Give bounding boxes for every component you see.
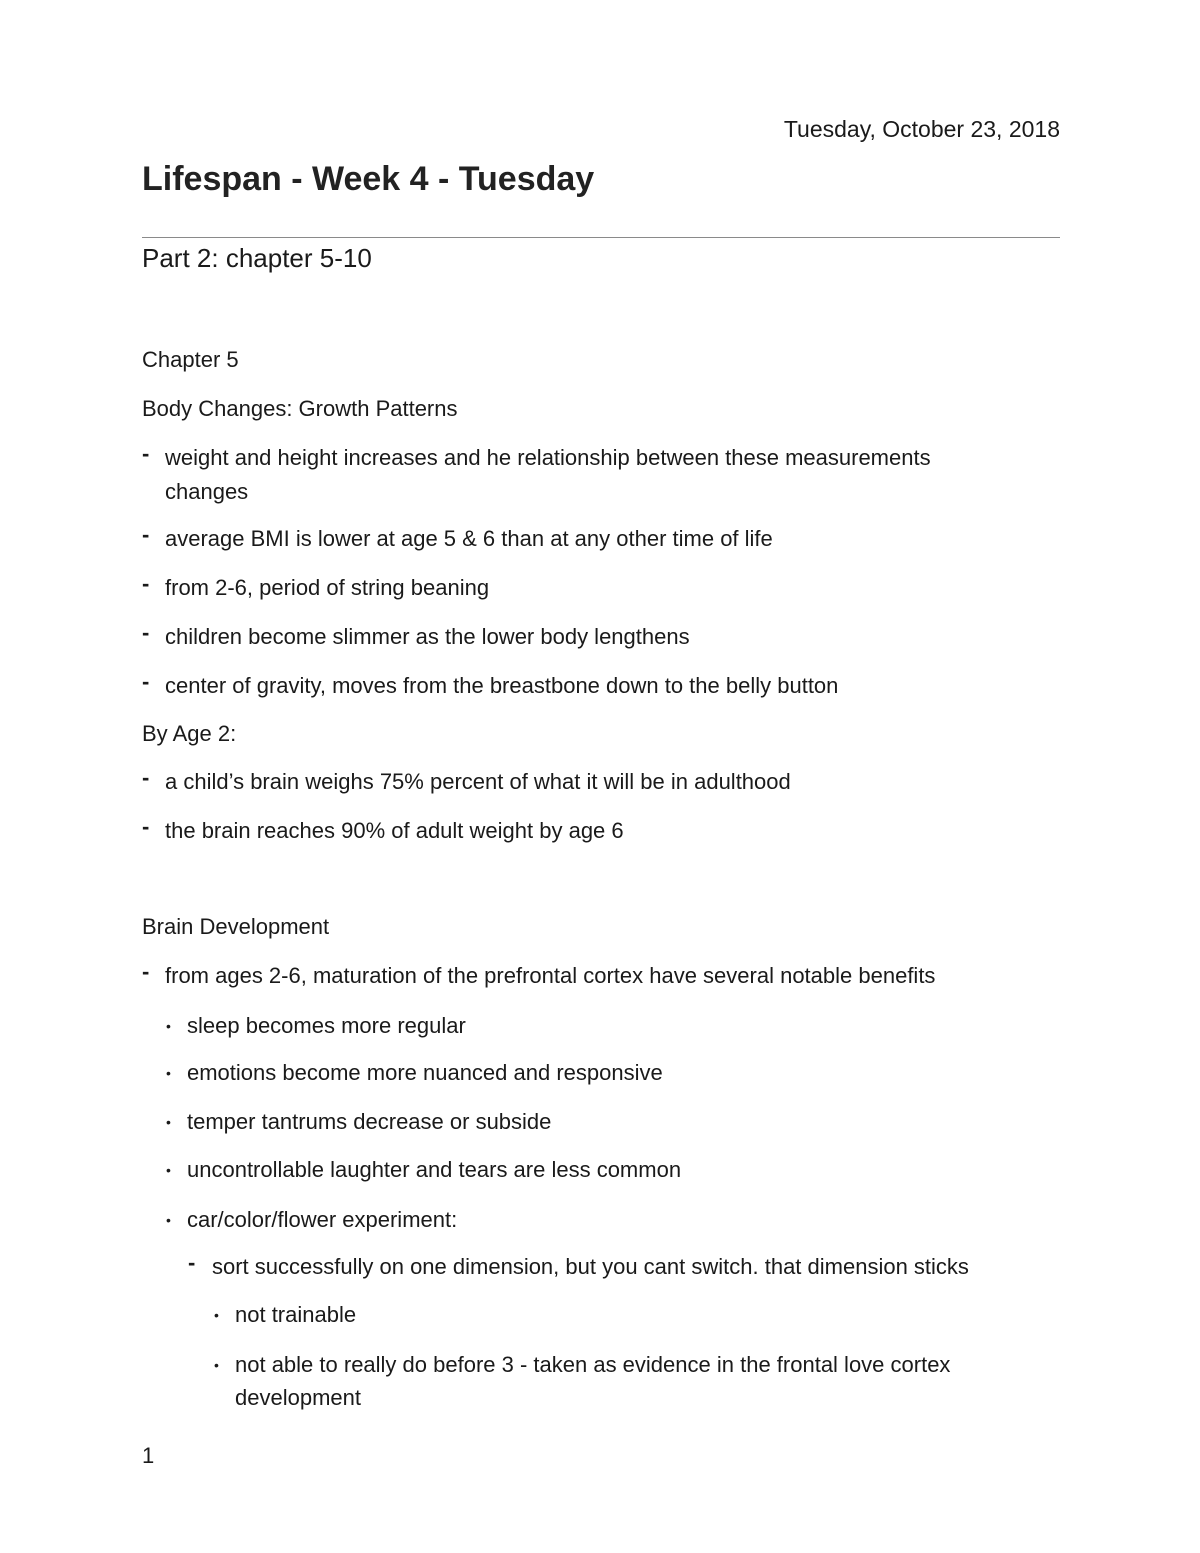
brain-benefit-item: emotions become more nuanced and responsive xyxy=(187,1060,663,1085)
part-heading: Part 2: chapter 5-10 xyxy=(142,243,372,273)
bullet-marker: • xyxy=(166,1018,171,1034)
body-changes-item: average BMI is lower at age 5 & 6 than at any other time of life xyxy=(165,526,773,551)
by-age-2-heading: By Age 2: xyxy=(142,721,237,746)
dash-marker: - xyxy=(142,669,150,694)
experiment-sub-item: not trainable xyxy=(235,1302,357,1327)
bullet-marker: • xyxy=(166,1162,171,1178)
dash-marker: - xyxy=(142,522,150,547)
bullet-marker: • xyxy=(166,1212,171,1228)
bullet-marker: • xyxy=(214,1307,219,1323)
body-changes-item: weight and height increases and he relationship between these measurements xyxy=(165,445,931,470)
by-age-2-item: the brain reaches 90% of adult weight by age 6 xyxy=(165,818,624,843)
brain-benefit-item: uncontrollable laughter and tears are less common xyxy=(187,1157,682,1182)
experiment-item: sort successfully on one dimension, but you cant switch. that dimension sticks xyxy=(212,1254,969,1279)
dash-marker: - xyxy=(142,814,150,839)
body-changes-item-continuation: changes xyxy=(165,479,249,504)
experiment-sub-item: not able to really do before 3 - taken as evidence in the frontal love cortex xyxy=(235,1352,951,1377)
dash-marker: - xyxy=(142,571,150,596)
bullet-marker: • xyxy=(214,1357,219,1373)
body-changes-item: from 2-6, period of string beaning xyxy=(165,575,490,600)
bullet-marker: • xyxy=(166,1114,171,1130)
by-age-2-item: a child’s brain weighs 75% percent of what it will be in adulthood xyxy=(165,769,791,794)
experiment-sub-item-continuation: development xyxy=(235,1385,361,1410)
dash-marker: - xyxy=(142,765,150,790)
body-changes-item: center of gravity, moves from the breastbone down to the belly button xyxy=(165,673,839,698)
brain-benefit-item: sleep becomes more regular xyxy=(187,1013,466,1038)
brain-development-item: from ages 2-6, maturation of the prefrontal cortex have several notable benefits xyxy=(165,963,936,988)
body-changes-heading: Body Changes: Growth Patterns xyxy=(142,396,458,421)
page-number: 1 xyxy=(142,1443,155,1468)
bullet-marker: • xyxy=(166,1065,171,1081)
chapter-heading: Chapter 5 xyxy=(142,347,239,372)
body-changes-item: children become slimmer as the lower body lengthens xyxy=(165,624,690,649)
brain-benefit-item: car/color/flower experiment: xyxy=(187,1207,458,1232)
dash-marker: - xyxy=(142,959,150,984)
dash-marker: - xyxy=(188,1250,196,1275)
dash-marker: - xyxy=(142,441,150,466)
brain-benefit-item: temper tantrums decrease or subside xyxy=(187,1109,552,1134)
title-divider xyxy=(142,237,1060,238)
document-title: Lifespan - Week 4 - Tuesday xyxy=(142,160,595,198)
document-date: Tuesday, October 23, 2018 xyxy=(783,116,1060,142)
brain-development-heading: Brain Development xyxy=(142,914,330,939)
dash-marker: - xyxy=(142,620,150,645)
